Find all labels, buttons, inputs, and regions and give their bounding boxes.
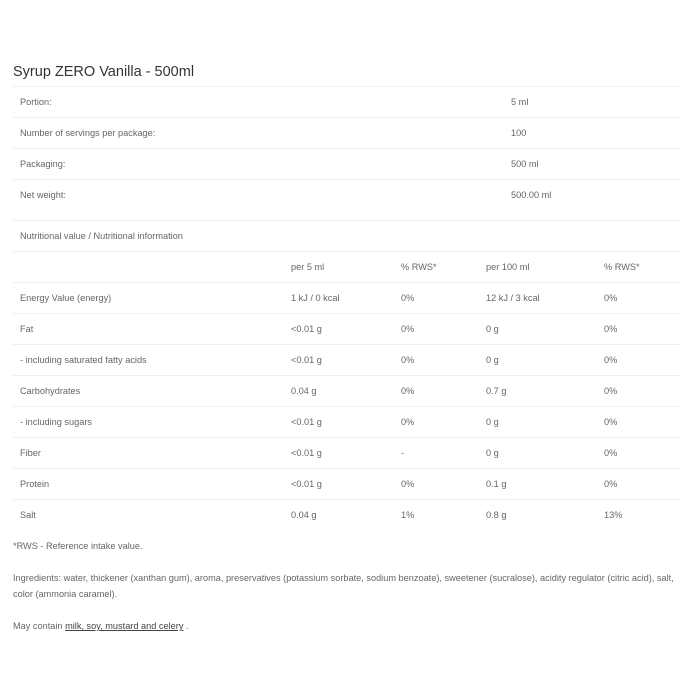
nutrient-rws-100ml: 0%: [604, 448, 618, 458]
nutrient-rws-5ml: 0%: [401, 479, 415, 489]
nutrient-rws-100ml: 0%: [604, 355, 618, 365]
nutrition-row: [13, 375, 681, 406]
nutrient-per-5ml: 1 kJ / 0 kcal: [291, 293, 340, 303]
nutrition-row: [13, 406, 681, 437]
nutrition-row: [13, 499, 681, 530]
nutrient-per-5ml: 0.04 g: [291, 510, 317, 520]
nutrient-label: Carbohydrates: [20, 386, 81, 396]
column-header: % RWS*: [401, 262, 437, 272]
nutrient-per-100ml: 0 g: [486, 448, 499, 458]
nutrition-header-row: [13, 251, 681, 282]
nutrient-rws-100ml: 0%: [604, 324, 618, 334]
nutrient-per-5ml: 0.04 g: [291, 386, 317, 396]
table-spacer: [13, 210, 681, 220]
info-value: 100: [511, 128, 527, 138]
nutrient-label: Salt: [20, 510, 36, 520]
ingredients-text: Ingredients: water, thickener (xanthan gum), aroma, preservatives (potassium sorbate, sodium benzoate), sweetener (sucralose), acidity regulator (citric acid), salt, color (ammonia caramel).: [13, 573, 674, 599]
product-title: Syrup ZERO Vanilla - 500ml: [13, 64, 195, 80]
info-label: Number of servings per package:: [20, 128, 156, 138]
nutrient-per-100ml: 0.8 g: [486, 510, 507, 520]
nutrition-heading: Nutritional value / Nutritional information: [20, 231, 183, 241]
nutrient-label: Fiber: [20, 448, 41, 458]
nutrient-per-5ml: <0.01 g: [291, 448, 322, 458]
info-label: Net weight:: [20, 190, 66, 200]
nutrition-row: [13, 437, 681, 468]
info-row: [13, 148, 681, 179]
info-row: [13, 86, 681, 117]
nutrient-per-100ml: 0.7 g: [486, 386, 507, 396]
info-label: Packaging:: [20, 159, 66, 169]
nutrient-rws-5ml: 0%: [401, 355, 415, 365]
nutrient-label: - including saturated fatty acids: [20, 355, 147, 365]
nutrient-per-100ml: 12 kJ / 3 kcal: [486, 293, 540, 303]
info-row: [13, 117, 681, 148]
nutrition-heading-row: [13, 220, 681, 251]
nutrient-per-5ml: <0.01 g: [291, 355, 322, 365]
nutrient-rws-5ml: 0%: [401, 417, 415, 427]
nutrient-per-5ml: <0.01 g: [291, 417, 322, 427]
nutrient-per-100ml: 0 g: [486, 324, 499, 334]
nutrient-per-5ml: <0.01 g: [291, 479, 322, 489]
nutrition-row: [13, 282, 681, 313]
allergen-link-soy[interactable]: soy: [86, 621, 101, 631]
info-value: 500 ml: [511, 159, 539, 169]
info-value: 5 ml: [511, 97, 529, 107]
nutrient-rws-5ml: 0%: [401, 293, 415, 303]
nutrition-row: [13, 344, 681, 375]
nutrient-rws-100ml: 0%: [604, 479, 618, 489]
nutrition-row: [13, 313, 681, 344]
nutrient-rws-5ml: 0%: [401, 324, 415, 334]
product-info-table: [13, 86, 681, 530]
info-value: 500.00 ml: [511, 190, 552, 200]
nutrient-label: Energy Value (energy): [20, 293, 112, 303]
allergen-link-milk[interactable]: milk: [65, 621, 82, 631]
nutrient-rws-5ml: 1%: [401, 510, 415, 520]
nutrient-label: Protein: [20, 479, 50, 489]
nutrient-per-5ml: <0.01 g: [291, 324, 322, 334]
column-header: per 100 ml: [486, 262, 530, 272]
nutrient-label: Fat: [20, 324, 34, 334]
column-header: % RWS*: [604, 262, 640, 272]
nutrient-rws-5ml: -: [401, 448, 405, 458]
allergens-prefix: May contain: [13, 621, 66, 631]
nutrient-per-100ml: 0.1 g: [486, 479, 507, 489]
nutrient-per-100ml: 0 g: [486, 355, 499, 365]
nutrient-per-100ml: 0 g: [486, 417, 499, 427]
column-header: per 5 ml: [291, 262, 325, 272]
nutrient-label: - including sugars: [20, 417, 93, 427]
allergens-note: May contain milk, soy, mustard and celery .: [13, 621, 189, 631]
nutrient-rws-100ml: 13%: [604, 510, 623, 520]
allergens-suffix: .: [183, 621, 189, 631]
nutrient-rws-5ml: 0%: [401, 386, 415, 396]
nutrition-row: [13, 468, 681, 499]
nutrient-rws-100ml: 0%: [604, 293, 618, 303]
info-row: [13, 179, 681, 210]
allergen-link-mustard-celery[interactable]: mustard and celery: [105, 621, 184, 631]
info-label: Portion:: [20, 97, 52, 107]
nutrient-rws-100ml: 0%: [604, 386, 618, 396]
rws-footnote: *RWS - Reference intake value.: [13, 541, 143, 551]
nutrient-rws-100ml: 0%: [604, 417, 618, 427]
